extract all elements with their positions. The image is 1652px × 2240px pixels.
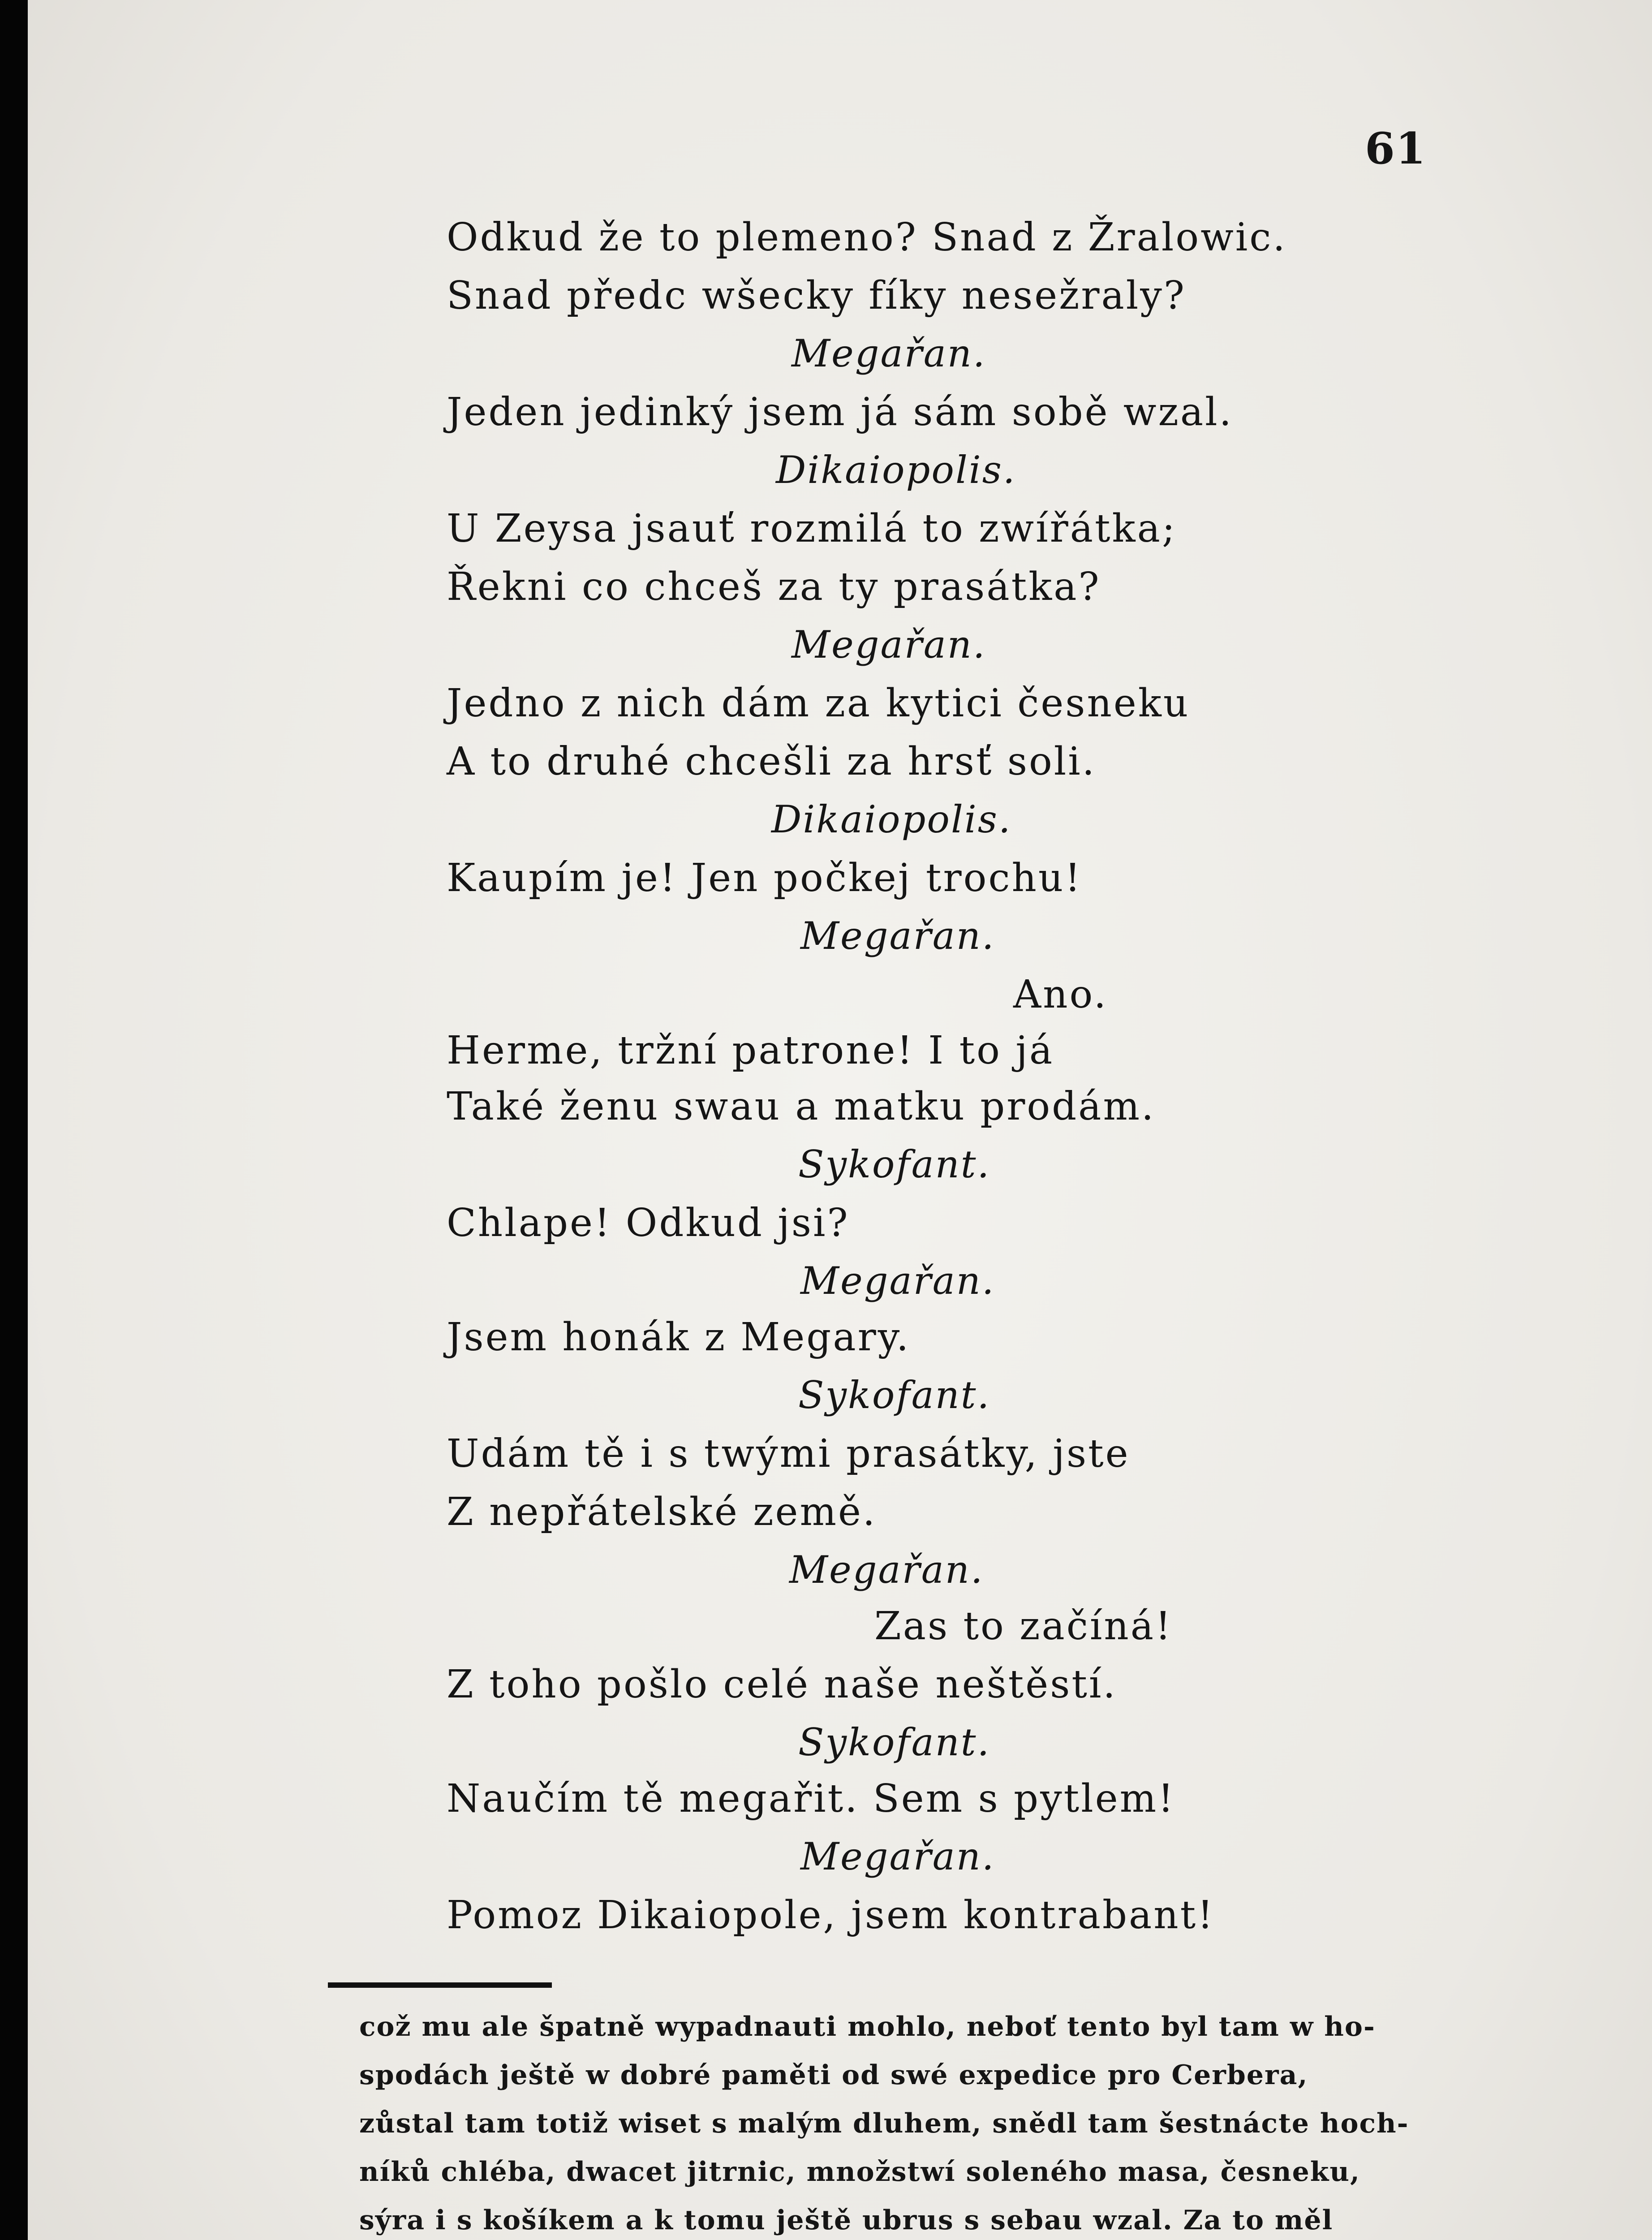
footnote-line: sýra i s košíkem a k tomu ještě ubrus s sebau wzal. Za to měl	[359, 2205, 1334, 2236]
footnote-line: spodách ještě w dobré paměti od swé expedice pro Cerbera,	[359, 2059, 1308, 2091]
verse-line: U Zeysa jsauť rozmilá to zwířátka;	[447, 506, 1177, 551]
verse-line: Ano.	[1013, 972, 1108, 1017]
speaker-name: Sykofant.	[798, 1373, 991, 1417]
verse-line: Naučím tě megařit. Sem s pytlem!	[447, 1776, 1175, 1821]
footnote-line: níků chléba, dwacet jitrnic, množstwí soleného masa, česneku,	[359, 2156, 1360, 2188]
book-page	[28, 0, 1652, 2240]
verse-line: A to druhé chcešli za hrsť soli.	[447, 739, 1097, 784]
verse-line: Snad předc wšecky fíky nesežraly?	[447, 273, 1186, 318]
verse-line: Zas to začíná!	[874, 1604, 1173, 1649]
verse-line: Jeden jedinký jsem já sám sobě wzal.	[447, 390, 1233, 435]
verse-line: Řekni co chceš za ty prasátka?	[447, 564, 1101, 609]
verse-line: Odkud že to plemeno? Snad z Žralowic.	[447, 215, 1287, 260]
verse-line: Herme, tržní patrone! I to já	[447, 1028, 1054, 1073]
verse-line: Udám tě i s twými prasátky, jste	[447, 1431, 1130, 1476]
verse-line: Jedno z nich dám za kytici česneku	[447, 681, 1190, 726]
verse-line: Kaupím je! Jen počkej trochu!	[447, 856, 1082, 900]
speaker-name: Megařan.	[792, 623, 986, 667]
verse-line: Jsem honák z Megary.	[447, 1315, 911, 1360]
verse-line: Pomoz Dikaiopole, jsem kontrabant!	[447, 1893, 1215, 1938]
speaker-name: Sykofant.	[798, 1142, 991, 1186]
speaker-name: Dikaiopolis.	[771, 797, 1012, 841]
speaker-name: Megařan.	[800, 1835, 995, 1878]
speaker-name: Dikaiopolis.	[776, 448, 1016, 492]
speaker-name: Megařan.	[800, 1259, 995, 1303]
verse-line: Také ženu swau a matku prodám.	[447, 1084, 1156, 1129]
footnote-rule	[328, 1982, 552, 1988]
verse-line: Z nepřátelské země.	[447, 1490, 877, 1534]
speaker-name: Megařan.	[789, 1548, 984, 1592]
verse-line: Z toho pošlo celé naše neštěstí.	[447, 1662, 1117, 1707]
page-number: 61	[1365, 123, 1427, 174]
speaker-name: Sykofant.	[798, 1720, 991, 1764]
footnote	[359, 2003, 1423, 2240]
speaker-name: Megařan.	[792, 332, 986, 375]
scan-border	[0, 0, 28, 2240]
footnote-line: zůstal tam totiž wiset s malým dluhem, snědl tam šestnácte hoch-	[359, 2108, 1409, 2139]
verse-line: Chlape! Odkud jsi?	[447, 1201, 850, 1245]
footnote-line: což mu ale špatně wypadnauti mohlo, neboť tento byl tam w ho-	[359, 2011, 1376, 2042]
speaker-name: Megařan.	[800, 914, 995, 958]
